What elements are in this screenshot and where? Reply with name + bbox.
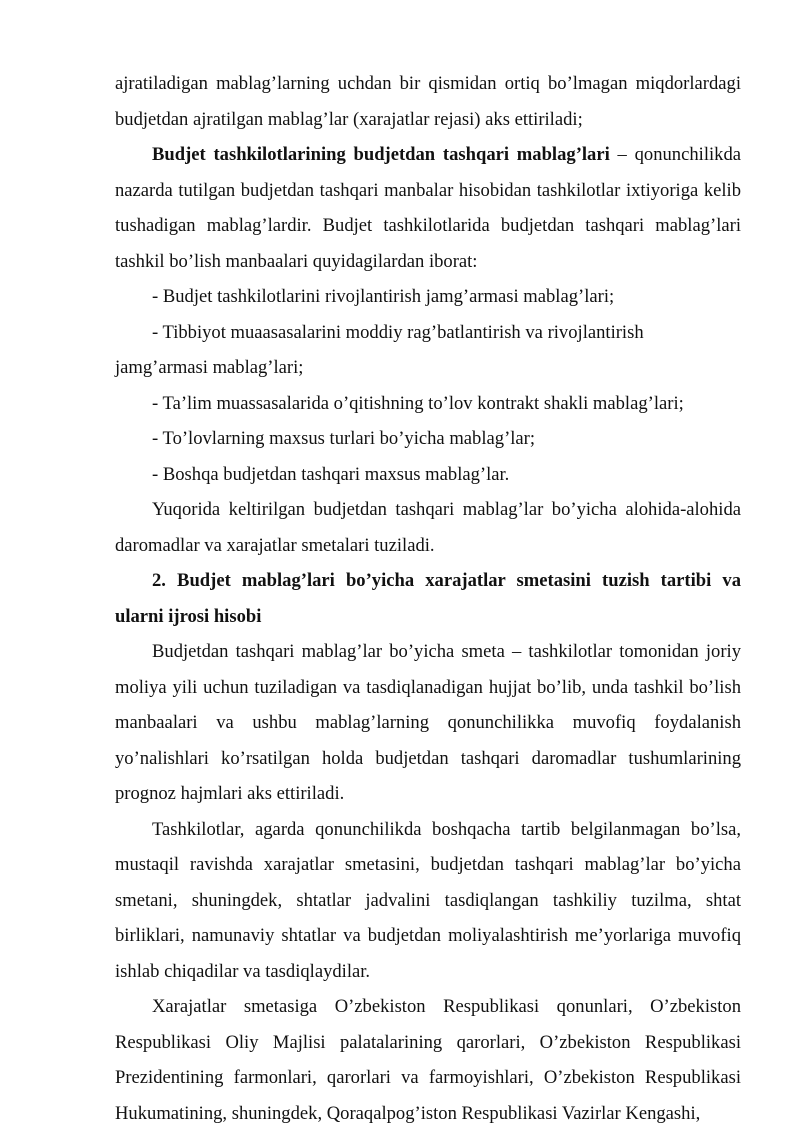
list-item-continuation: jamg’armasi mablag’lari;: [115, 357, 304, 378]
list-item: - Ta’lim muassasalarida o’qitishning to’lov kontrakt shakli mablag’lari;: [152, 392, 684, 414]
paragraph-summary: Yuqorida keltirilgan budjetdan tashqari mablag’lar bo’yicha alohida-alohida daromadlar va xarajatlar smetalari tuziladi.: [115, 499, 741, 556]
list-item: - Boshqa budjetdan tashqari maxsus mablag’lar.: [152, 463, 510, 485]
paragraph-continuation: ajratiladigan mablag’larning uchdan bir qismidan ortiq bo’lmagan miqdorlardagi budjetdan ajratilgan mablag’lar (xarajatlar rejasi) aks ettiriladi;: [115, 73, 741, 130]
document-page: [115, 66, 741, 1131]
paragraph-definition: [115, 137, 741, 279]
definition-term: Budjet tashkilotlarining budjetdan tashqari mablag’lari: [152, 144, 610, 165]
paragraph-smeta: Budjetdan tashqari mablag’lar bo’yicha smeta – tashkilotlar tomonidan joriy moliya yili uchun tuziladigan va tasdiqlanadigan hujjat bo’lib, unda tashkil bo’lish manbaalari va ushbu mablag’larning qonunchilikka muvofiq foydalanish yo’nalishlari ko’rsatilgan holda budjetdan tashqari daromadlar tushumlarining prognoz hajmlari aks ettiriladi.: [115, 641, 741, 804]
list-item: - To’lovlarning maxsus turlari bo’yicha mablag’lar;: [152, 428, 536, 449]
paragraph-organizations: Tashkilotlar, agarda qonunchilikda boshqacha tartib belgilanmagan bo’lsa, mustaqil ravishda xarajatlar smetasini, budjetdan tashqari mablag’lar bo’yicha smetani, shuningdek, shtatlar jadvalini tasdiqlangan tashkiliy tuzilma, shtat birliklari, namunaviy shtatlar va budjetdan moliyalashtirish me’yorlariga muvofiq ishlab chiqadilar va tasdiqlaydilar.: [115, 818, 741, 982]
definition-text: – qonunchilikda nazarda tutilgan budjetdan tashqari manbalar hisobidan tashkilotlar ixtiyoriga kelib tushadigan mablag’lardir. Budjet tashkilotlarida budjetdan tashqari mablag’lari tashkil bo’lish manbaalari quyidagilardan iborat:: [115, 144, 741, 272]
paragraph-expenses: Xarajatlar smetasiga O’zbekiston Respublikasi qonunlari, O’zbekiston Respublikasi Oliy Majlisi palatalarining qarorlari, O’zbekiston Respublikasi Prezidentining farmonlari, qarorlari va farmoyishlari, O’zbekiston Respublikasi Hukumatining, shuningdek, Qoraqalpog’iston Respublikasi Vazirlar Kengashi,: [115, 996, 741, 1124]
section-heading: 2. Budjet mablag’lari bo’yicha xarajatlar smetasini tuzish tartibi va ularni ijrosi hisobi: [115, 570, 741, 627]
list-item: - Budjet tashkilotlarini rivojlantirish jamg’armasi mablag’lari;: [152, 286, 615, 307]
list-item: - Tibbiyot muaasasalarini moddiy rag’batlantirish va rivojlantirish: [152, 321, 644, 343]
